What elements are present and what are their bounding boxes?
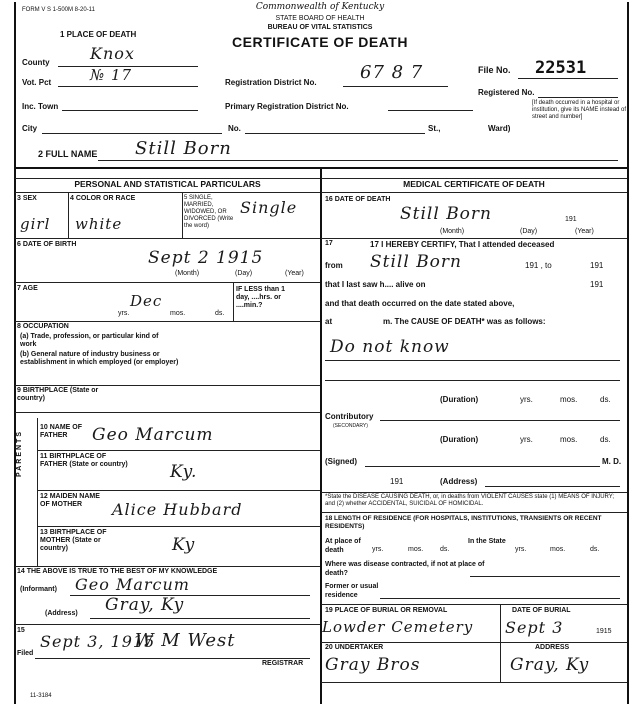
inc-town-line [62, 110, 198, 111]
at-place-label: At place of death [325, 538, 361, 554]
file-no-line [518, 78, 618, 79]
burial-label: 19 PLACE OF BURIAL OR REMOVAL [325, 607, 448, 614]
duration-label-2: (Duration) [440, 435, 479, 444]
death-month-label: (Month) [440, 228, 465, 235]
md-label: M. D. [602, 457, 622, 466]
date-of-burial-value: Sept 3 [505, 618, 564, 637]
medical-heading: MEDICAL CERTIFICATE OF DEATH [403, 179, 545, 189]
full-name-value: Still Born [135, 138, 232, 159]
row-line-occupation-top [15, 321, 320, 322]
ward-label: Ward) [488, 124, 511, 133]
birthplace-label: 9 BIRTHPLACE (State or country) [17, 387, 99, 402]
in-state-label: In the State [468, 538, 506, 545]
date-of-death-value: Still Born [400, 204, 492, 224]
registered-no-label: Registered No. [478, 88, 535, 97]
sex-value: girl [20, 215, 51, 233]
occupation-a-label: (a) Trade, profession, or particular kind of work [20, 333, 159, 348]
father-birthplace-value: Ky. [170, 462, 198, 482]
residence-yrs-1: yrs. [372, 546, 384, 553]
residence-mos-1: mos. [408, 546, 424, 553]
parents-divider [37, 418, 38, 566]
medical-address-label: (Address) [440, 477, 478, 486]
at-label: at [325, 317, 333, 326]
row-line-footnote-top [321, 492, 627, 493]
duration-label-1: (Duration) [440, 395, 479, 404]
bureau-name: BUREAU OF VITAL STATISTICS [267, 24, 373, 31]
to-label: 191 , to [525, 261, 552, 270]
row-line-filed-top [15, 624, 320, 625]
primary-district-line [388, 110, 473, 111]
death-occurred-text: and that death occurred on the date stated above, [325, 299, 515, 308]
medical-address-line [485, 486, 620, 487]
contributory-label: Contributory [325, 412, 374, 421]
vot-pct-label: Vot. Pct [22, 78, 52, 87]
inc-town-label: Inc. Town [22, 102, 59, 111]
death-year-label: (Year) [575, 228, 594, 235]
color-label: 4 COLOR OR RACE [70, 195, 136, 202]
item-15-label: 15 [17, 627, 25, 634]
burial-date-divider [500, 604, 501, 642]
file-no-value: 22531 [535, 58, 587, 78]
former-residence-label: Former or usual residence [325, 583, 379, 599]
duration-mos-2: mos. [560, 435, 578, 444]
mother-birthplace-label: 13 BIRTHPLACE OF MOTHER (State or country) [40, 529, 107, 552]
undertaker-address-value: Gray, Ky [510, 655, 590, 675]
age-mos-label: mos. [170, 310, 186, 317]
death-day-label: (Day) [520, 228, 538, 235]
date-of-death-label: 16 DATE OF DEATH [325, 196, 391, 203]
dob-day-label: (Day) [235, 270, 253, 277]
mother-birthplace-value: Ky [172, 535, 196, 555]
duration-ds-1: ds. [600, 395, 611, 404]
color-marital-divider [182, 193, 183, 238]
street-line [245, 133, 425, 134]
full-name-label: 2 FULL NAME [38, 149, 98, 159]
place-of-death-label: 1 PLACE OF DEATH [60, 30, 137, 39]
dob-value: Sept 2 1915 [148, 248, 264, 268]
informant-intro: 14 THE ABOVE IS TRUE TO THE BEST OF MY KNOWLEDGE [17, 568, 218, 575]
filed-label: Filed [17, 650, 34, 657]
dob-year-label: (Year) [285, 270, 304, 277]
vot-value: № 17 [90, 66, 133, 84]
to-year: 191 [590, 261, 604, 270]
form-code: FORM V S 1-500M 8-20-11 [22, 7, 95, 13]
age-yrs-label: yrs. [118, 310, 130, 317]
age-ds-label: ds. [215, 310, 225, 317]
father-name-label: 10 NAME OF FATHER [40, 424, 83, 439]
filed-value: Sept 3, 1915 [40, 632, 156, 651]
from-value: Still Born [370, 252, 462, 272]
sex-label: 3 SEX [17, 195, 37, 202]
cause-line-1 [325, 360, 620, 361]
occupation-b-label: (b) General nature of industry business or establishment in which employed (or employer) [20, 351, 179, 366]
row-line-certify-top [321, 238, 627, 239]
residence-yrs-2: yrs. [515, 546, 527, 553]
row-line-bottom [321, 682, 627, 683]
primary-district-label: Primary Registration District No. [225, 102, 349, 111]
city-line [42, 133, 222, 134]
age-value: Dec [130, 292, 163, 310]
father-name-value: Geo Marcum [92, 425, 214, 445]
undertaker-address-divider [500, 642, 501, 682]
registrar-label: REGISTRAR [262, 660, 304, 667]
row-line-age-top [15, 282, 320, 283]
color-value: white [75, 215, 123, 233]
row-line-birthplace-top [15, 385, 320, 386]
secondary-label: (SECONDARY) [333, 423, 368, 429]
signed-label: (Signed) [325, 457, 357, 466]
row-line-burial-top [321, 604, 627, 605]
parents-label: PARENTS [16, 430, 23, 477]
residence-ds-1: ds. [440, 546, 450, 553]
age-divider [233, 283, 234, 321]
row-line-mother-name [38, 490, 320, 491]
undertaker-address-label: ADDRESS [535, 644, 570, 651]
where-contracted-label: Where was disease contracted, if not at place of death? [325, 561, 485, 577]
certify-text: 17 I HEREBY CERTIFY, That I attended deceased [370, 240, 555, 249]
dob-label: 6 DATE OF BIRTH [17, 241, 77, 248]
full-name-line [98, 160, 618, 161]
marital-value: Single [240, 198, 298, 217]
less-than-day-label: IF LESS than 1 day, ....hrs. or ....min.? [236, 286, 286, 309]
address-year-191: 191 [390, 477, 404, 486]
row-line-undertaker-top [321, 642, 627, 643]
duration-yrs-1: yrs. [520, 395, 533, 404]
informant-address-value: Gray, Ky [105, 595, 185, 615]
street-label: St., [428, 124, 441, 133]
cause-value: Do not know [330, 337, 450, 357]
where-contracted-line [470, 576, 620, 577]
registration-district-line [343, 86, 448, 87]
burial-year: 1915 [596, 628, 612, 635]
registered-no-line [538, 97, 618, 98]
left-border [14, 2, 16, 704]
hospital-note: [If death occurred in a hospital or institution, give its NAME instead of street and number] [532, 100, 627, 120]
informant-label: (Informant) [20, 586, 57, 593]
county-label: County [22, 58, 50, 67]
county-value: Knox [90, 44, 135, 63]
registration-district-label: Registration District No. [225, 78, 317, 87]
last-saw-year: 191 [590, 280, 604, 289]
medical-heading-line-bottom [321, 192, 627, 193]
personal-heading-line-bottom [15, 192, 320, 193]
cause-line-2 [325, 380, 620, 381]
former-residence-line [380, 598, 620, 599]
filed-line [35, 658, 310, 659]
mother-name-value: Alice Hubbard [112, 500, 243, 519]
contributory-line [380, 420, 620, 421]
personal-heading: PERSONAL AND STATISTICAL PARTICULARS [74, 179, 261, 189]
residence-ds-2: ds. [590, 546, 600, 553]
informant-address-label: (Address) [45, 610, 78, 617]
row-line-dob-top [15, 238, 320, 239]
occupation-label: 8 OCCUPATION [17, 323, 69, 330]
informant-value: Geo Marcum [75, 575, 190, 594]
cause-text: m. The CAUSE OF DEATH* was as follows: [383, 317, 546, 326]
duration-ds-2: ds. [600, 435, 611, 444]
board-name: STATE BOARD OF HEALTH [275, 15, 365, 22]
duration-mos-1: mos. [560, 395, 578, 404]
row-line-parents-top [15, 412, 320, 413]
last-saw-text: that I last saw h.... alive on [325, 280, 426, 289]
from-label: from [325, 261, 343, 270]
date-of-burial-label: DATE OF BURIAL [512, 607, 571, 614]
row-line-residence-top [321, 512, 627, 513]
item-17-label: 17 [325, 240, 333, 247]
registrar-value: W M West [135, 630, 236, 651]
mother-name-label: 12 MAIDEN NAME OF MOTHER [40, 493, 100, 508]
informant-address-line [90, 618, 310, 619]
death-year-191: 191 [565, 216, 577, 223]
street-no-label: No. [228, 124, 241, 133]
certificate-title: CERTIFICATE OF DEATH [232, 34, 408, 50]
burial-value: Lowder Cemetery [322, 618, 474, 636]
sex-color-divider [68, 193, 69, 238]
residence-label: 18 LENGTH OF RESIDENCE (FOR HOSPITALS, INSTITUTIONS, TRANSIENTS OR RECENT RESIDENTS) [325, 515, 602, 530]
undertaker-value: Gray Bros [325, 655, 421, 675]
city-label: City [22, 124, 38, 133]
row-line-informant-top [15, 566, 320, 567]
residence-mos-2: mos. [550, 546, 566, 553]
age-label: 7 AGE [17, 285, 38, 292]
father-birthplace-label: 11 BIRTHPLACE OF FATHER (State or country) [40, 453, 128, 468]
vot-line [58, 86, 198, 87]
registration-district-value: 67 8 7 [360, 62, 424, 83]
commonwealth-title: Commonwealth of Kentucky [255, 2, 385, 12]
cause-footnote: *State the DISEASE CAUSING DEATH, or, in deaths from VIOLENT CAUSES state (1) MEANS OF INJURY; and (2) whether ACCIDENTAL, SUICIDAL OF HOMICIDAL. [325, 494, 615, 507]
footer-code: 11-3184 [30, 693, 52, 699]
signed-line [365, 466, 600, 467]
row-line-father-birthplace [38, 450, 320, 451]
duration-yrs-2: yrs. [520, 435, 533, 444]
undertaker-label: 20 UNDERTAKER [325, 644, 384, 651]
dob-month-label: (Month) [175, 270, 200, 277]
right-border [627, 2, 629, 704]
row-line-mother-birthplace [38, 526, 320, 527]
file-no-label: File No. [478, 65, 511, 75]
marital-label: 5 SINGLE, MARRIED, WIDOWED, OR DIVORCED (Write the word) [184, 195, 234, 229]
